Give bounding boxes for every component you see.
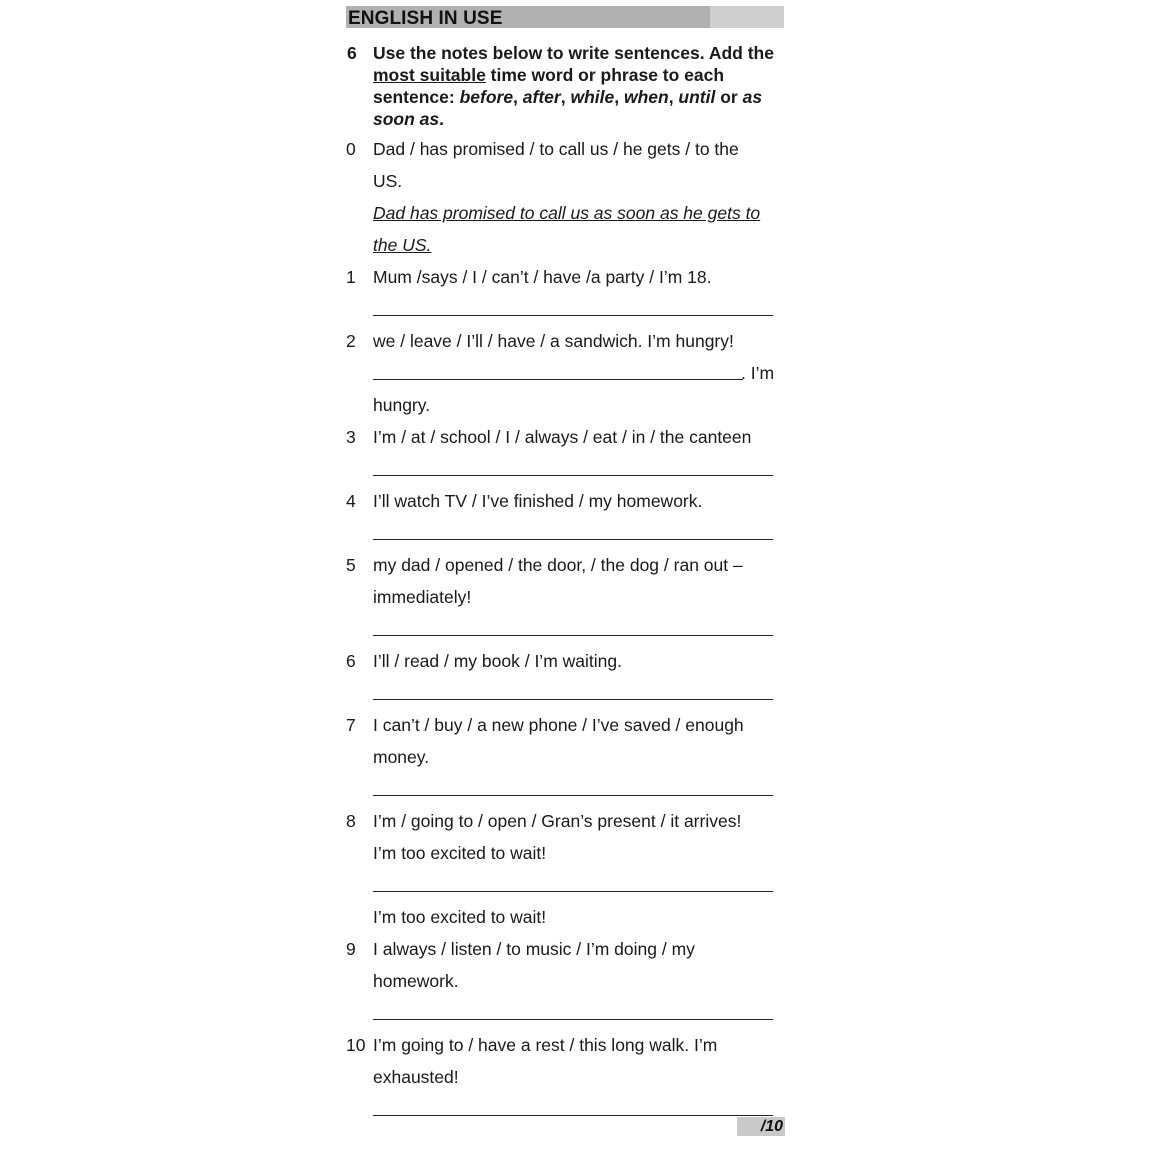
instr-sep: , <box>513 87 523 107</box>
item-number: 10 <box>346 1035 366 1055</box>
task-instructions <box>346 42 786 130</box>
item-prompt: I can’t / buy / a new phone / I’ve saved / enough <box>373 715 744 735</box>
item-prompt: homework. <box>373 971 459 991</box>
time-word: while <box>570 87 615 107</box>
example-item <box>346 133 785 261</box>
list-item <box>346 421 785 485</box>
item-prompt: I’ll / read / my book / I’m waiting. <box>373 651 622 671</box>
list-item <box>346 549 785 645</box>
item-prompt: we / leave / I’ll / have / a sandwich. I’m hungry! <box>373 331 734 351</box>
worksheet <box>346 6 786 1125</box>
item-prompt: I’m going to / have a rest / this long walk. I’m <box>373 1035 718 1055</box>
item-number: 6 <box>346 651 356 671</box>
item-prompt: I always / listen / to music / I’m doing / my <box>373 939 695 959</box>
instr-sep: . <box>439 109 445 129</box>
example-answer-line: Dad has promised to call us as soon as he gets to <box>373 203 761 223</box>
example-answer-line: the US. <box>373 235 432 255</box>
list-item <box>346 1029 785 1125</box>
answer-blank[interactable] <box>373 293 785 325</box>
item-number: 9 <box>346 939 356 959</box>
answer-row <box>373 357 785 389</box>
list-item <box>346 709 785 805</box>
time-word: as soon as <box>373 87 763 129</box>
list-item <box>346 485 785 549</box>
instr-underlined: most suitable <box>373 65 486 85</box>
score-label: /10 <box>760 1118 783 1135</box>
item-prompt: immediately! <box>373 587 472 607</box>
item-prompt: I’m too excited to wait! <box>373 907 547 927</box>
list-item <box>346 805 785 933</box>
item-prompt: my dad / opened / the door, / the dog / ran out – <box>373 555 743 575</box>
list-item <box>346 325 785 421</box>
item-prompt: I’ll watch TV / I’ve finished / my homework. <box>373 491 703 511</box>
answer-blank[interactable] <box>373 613 785 645</box>
item-number: 4 <box>346 491 356 511</box>
item-number: 1 <box>346 267 356 287</box>
section-title: ENGLISH IN USE <box>348 8 503 29</box>
answer-blank[interactable] <box>373 1093 785 1125</box>
item-prompt: US. <box>373 171 403 191</box>
answer-blank[interactable] <box>373 357 785 389</box>
item-number: 3 <box>346 427 356 447</box>
item-prompt: hungry. <box>373 395 431 415</box>
item-prompt: exhausted! <box>373 1067 459 1087</box>
item-prompt: money. <box>373 747 430 767</box>
item-prompt: Dad / has promised / to call us / he gets / to the <box>373 139 739 159</box>
item-number: 7 <box>346 715 356 735</box>
item-number: 8 <box>346 811 356 831</box>
instr-sep: or <box>715 87 743 107</box>
time-word: until <box>678 87 716 107</box>
answer-blank[interactable] <box>373 677 785 709</box>
list-item <box>346 933 785 1029</box>
instr-sep: , <box>668 87 679 107</box>
answer-blank[interactable] <box>373 773 785 805</box>
instr-part: time word or phrase to each sentence: <box>373 65 725 107</box>
exercise-list <box>346 133 786 1125</box>
item-prompt: Mum /says / I / can’t / have /a party / I’m 18. <box>373 267 712 287</box>
item-number: 2 <box>346 331 356 351</box>
list-item <box>346 261 785 325</box>
time-word: when <box>623 87 669 107</box>
item-prompt: I’m / at / school / I / always / eat / in / the canteen <box>373 427 752 447</box>
task-number: 6 <box>347 43 357 63</box>
section-header <box>346 6 784 28</box>
instr-part: Use the notes below to write sentences. Add the <box>373 43 774 63</box>
score-box <box>737 1117 785 1136</box>
answer-blank[interactable] <box>373 517 785 549</box>
answer-blank[interactable] <box>373 869 785 901</box>
item-prompt-cont: . I’m <box>741 363 775 383</box>
example-answer <box>373 197 785 229</box>
instr-sep: , <box>614 87 624 107</box>
time-word: after <box>522 87 561 107</box>
answer-blank[interactable] <box>373 453 785 485</box>
item-prompt: I’m / going to / open / Gran’s present / it arrives! <box>373 811 742 831</box>
instr-sep: , <box>560 87 571 107</box>
item-number: 0 <box>346 139 356 159</box>
list-item <box>346 645 785 709</box>
item-number: 5 <box>346 555 356 575</box>
task-text <box>373 42 785 130</box>
answer-blank[interactable] <box>373 997 785 1029</box>
item-prompt: I’m too excited to wait! <box>373 843 547 863</box>
time-word: before <box>459 87 514 107</box>
